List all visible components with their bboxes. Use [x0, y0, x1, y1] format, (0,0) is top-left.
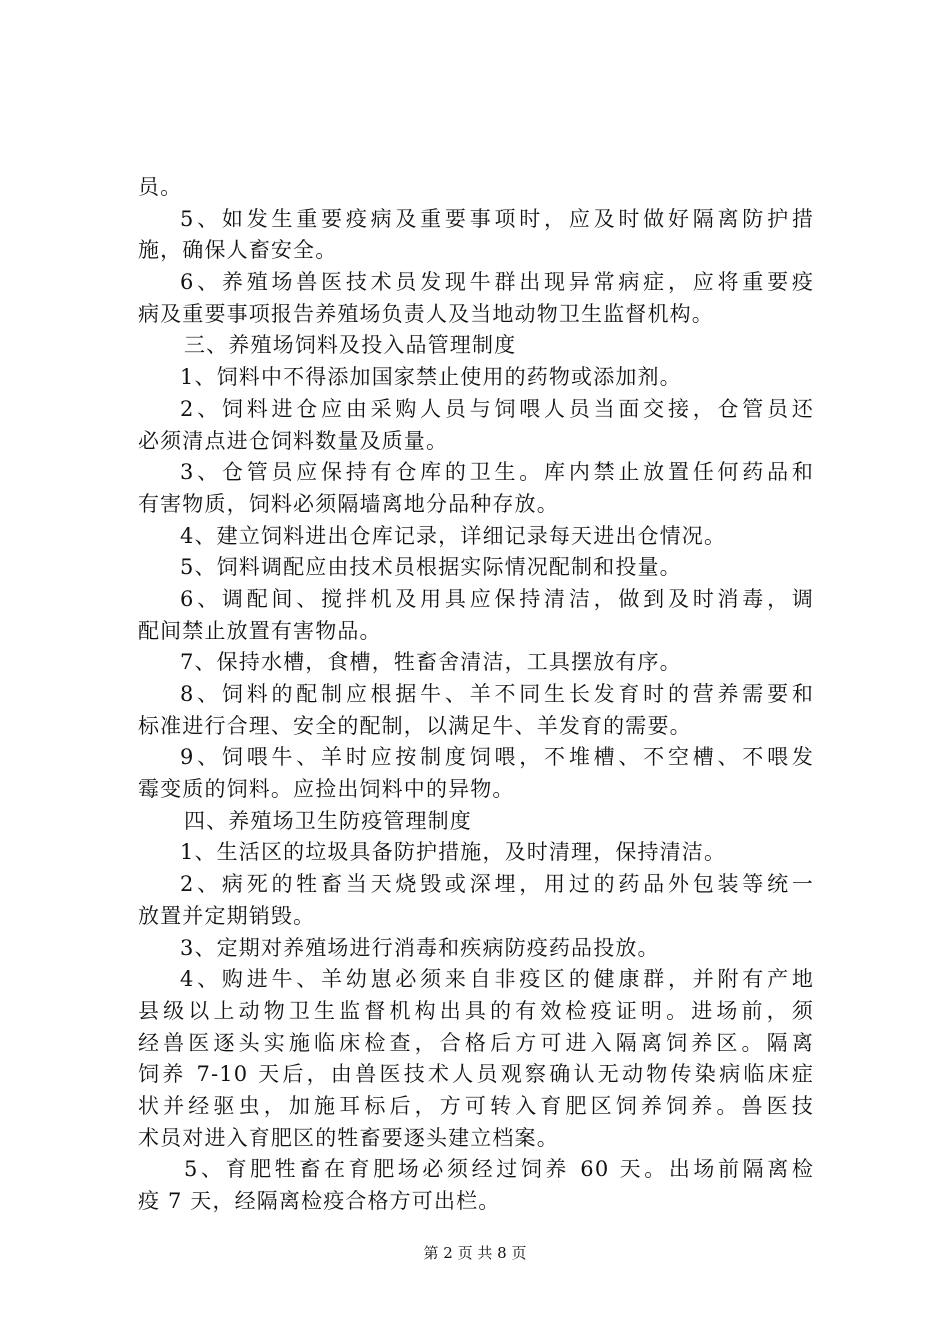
- text-line: 四、养殖场卫生防疫管理制度: [184, 808, 472, 833]
- text-line: 6、调配间、搅拌机及用具应保持清洁，做到及时消毒，调: [180, 586, 814, 611]
- text-line: 2、饲料进仓应由采购人员与饲喂人员当面交接，仓管员还: [180, 396, 814, 421]
- text-line: 经兽医逐头实施临床检查，合格后方可进入隔离饲养区。隔离: [138, 1030, 814, 1055]
- text-line: 3、定期对养殖场进行消毒和疾病防疫药品投放。: [180, 935, 660, 960]
- text-line: 5、育肥牲畜在育肥场必须经过饲养 60 天。出场前隔离检: [184, 1157, 814, 1182]
- text-line: 术员对进入育肥区的牲畜要逐头建立档案。: [138, 1125, 559, 1150]
- text-line: 4、建立饲料进出仓库记录，详细记录每天进出仓情况。: [180, 523, 727, 548]
- text-line: 疫 7 天，经隔离检疫合格方可出栏。: [138, 1189, 501, 1213]
- text-line: 1、饲料中不得添加国家禁止使用的药物或添加剂。: [180, 365, 682, 390]
- text-line: 员。: [138, 175, 183, 199]
- text-line: 饲养 7-10 天后，由兽医技术人员观察确认无动物传染病临床症: [138, 1062, 814, 1087]
- text-line: 配间禁止放置有害物品。: [138, 618, 382, 643]
- text-line: 5、饲料调配应由技术员根据实际情况配制和投量。: [180, 555, 682, 580]
- text-line: 三、养殖场饲料及投入品管理制度: [184, 333, 517, 358]
- text-line: 病及重要事项报告养殖场负责人及当地动物卫生监督机构。: [138, 301, 714, 326]
- text-line: 2、病死的牲畜当天烧毁或深埋，用过的药品外包装等统一: [180, 872, 814, 897]
- text-line: 放置并定期销毁。: [138, 903, 316, 928]
- text-line: 有害物质，饲料必须隔墙离地分品种存放。: [138, 491, 559, 516]
- text-line: 8、饲料的配制应根据牛、羊不同生长发育时的营养需要和: [180, 682, 814, 706]
- text-line: 1、生活区的垃圾具备防护措施，及时清理，保持清洁。: [180, 840, 727, 865]
- text-line: 标准进行合理、安全的配制，以满足牛、羊发育的需要。: [138, 713, 692, 738]
- text-line: 施，确保人畜安全。: [138, 238, 338, 263]
- text-line: 7、保持水槽，食槽，牲畜舍清洁，工具摆放有序。: [180, 650, 682, 675]
- text-line: 5、如发生重要疫病及重要事项时，应及时做好隔离防护措: [180, 206, 814, 231]
- text-line: 必须清点进仓饲料数量及质量。: [138, 428, 449, 453]
- text-line: 3、仓管员应保持有仓库的卫生。库内禁止放置任何药品和: [180, 460, 814, 485]
- text-line: 9、饲喂牛、羊时应按制度饲喂，不堆槽、不空槽、不喂发: [180, 745, 814, 770]
- text-line: 状并经驱虫，加施耳标后，方可转入育肥区饲养饲养。兽医技: [138, 1093, 814, 1118]
- text-line: 霉变质的饲料。应捡出饲料中的异物。: [138, 777, 515, 802]
- text-line: 4、购进牛、羊幼崽必须来自非疫区的健康群，并附有产地: [180, 967, 814, 992]
- text-line: 县级以上动物卫生监督机构出具的有效检疫证明。进场前，须: [138, 998, 814, 1023]
- text-line: 6、养殖场兽医技术员发现牛群出现异常病症，应将重要疫: [180, 270, 814, 295]
- document-body: [138, 172, 814, 1218]
- page-number-footer: 第 2 页 共 8 页: [423, 1244, 527, 1262]
